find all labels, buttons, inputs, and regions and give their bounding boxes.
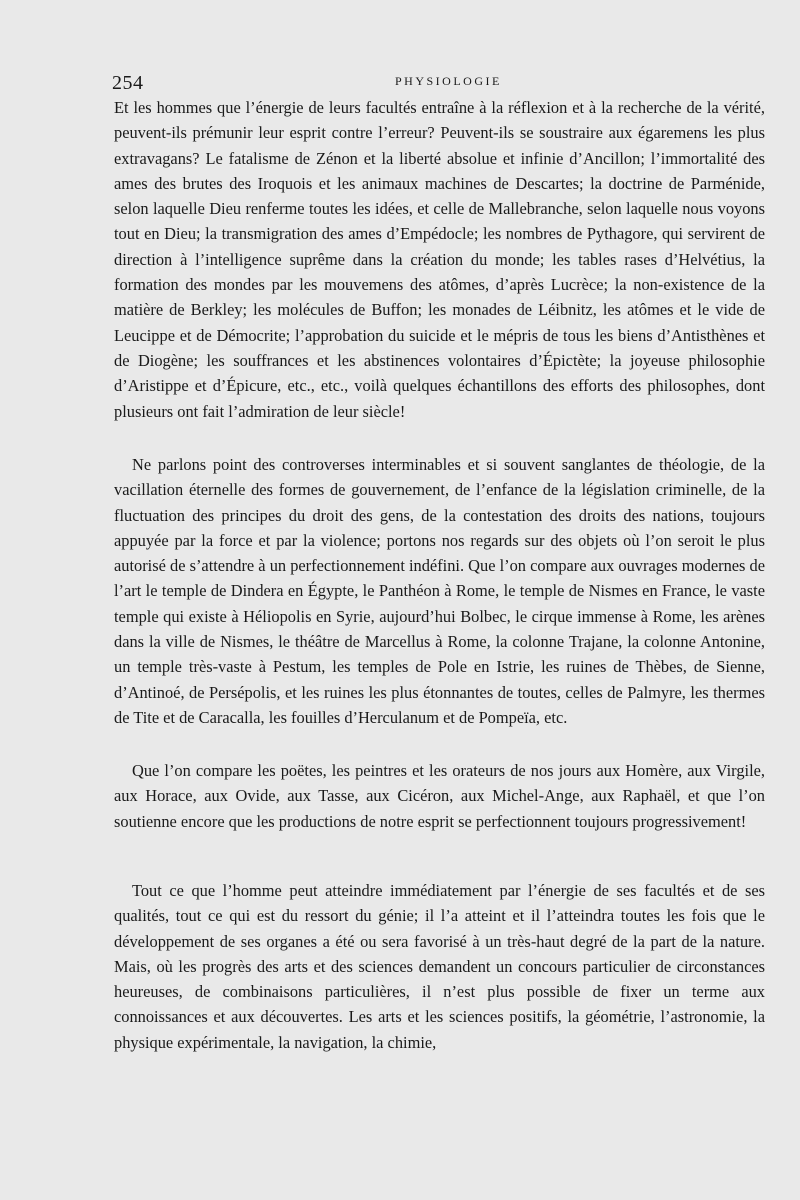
paragraph-monuments: Ne parlons point des controverses interminables et si souvent sanglantes de théologie, de la vacillation éternelle des formes de gouvernement, de l’enfance de la législation criminelle, de la fluctuation des principes du droit des gens, de la contestation des droits des nations, toujours appuyée par la force et par la violence; portons nos regards sur des objets où l’on seroit le plus autorisé de s’attendre à un perfectionnement indéfini. Que l’on compare aux ouvrages modernes de l’art le temple de Dindera en Égypte, le Panthéon à Rome, le temple de Nismes en France, le vaste temple qui existe à Héliopolis en Syrie, aujourd’hui Bolbec, le cirque immense à Rome, les arènes dans la ville de Nismes, le théâtre de Marcellus à Rome, la colonne Trajane, la colonne Antonine, un temple très-vaste à Pestum, les temples de Pole en Istrie, les ruines de Thèbes, de Sienne, d’Antinoé, de Persépolis, et les ruines les plus étonnantes de toutes, celles de Palmyre, les thermes de Tite et de Caracalla, les fouilles d’Herculanum et de Pompeïa, etc. <box>114 455 765 727</box>
running-head: PHYSIOLOGIE <box>395 74 502 88</box>
paragraph-genius: Tout ce que l’homme peut atteindre immédiatement par l’énergie de ses facultés et de ses qualités, tout ce qui est du ressort du génie; il l’a atteint et il l’atteindra toutes les fois que le développement de ses organes a été ou sera favorisé à un très-haut degré de la part de la nature. Mais, où les progrès des arts et des sciences demandent un concours particulier de circonstances heureuses, de combinaisons particulières, il n’est plus possible de fixer un terme aux connoissances et aux découvertes. Les arts et les sciences positifs, la géométrie, l’astronomie, la physique expérimentale, la navigation, la chimie, <box>114 881 765 1052</box>
paragraph-philosophers: Et les hommes que l’énergie de leurs facultés entraîne à la réflexion et à la recherche de la vérité, peuvent-ils prémunir leur esprit contre l’erreur? Peuvent-ils se soustraire aux égaremens les plus extravagans? Le fatalisme de Zénon et la liberté absolue et infinie d’Ancillon; l’immortalité des ames des brutes des Iroquois et les animaux machines de Descartes; la doctrine de Parménide, selon laquelle Dieu renferme toutes les idées, et celle de Mallebranche, selon laquelle nous voyons tout en Dieu; la transmigration des ames d’Empédocle; les nombres de Pythagore, qui servirent de direction à l’intelligence suprême dans la création du monde; les tables rases d’Helvétius, la formation des mondes par les mouvemens des atômes, d’après Lucrèce; la non-existence de la matière de Berkley; les molécules de Buffon; les monades de Léibnitz, les atômes et le vide de Leucippe et de Démocrite; l’approbation du suicide et le mépris de tous les biens d’Antisthènes et de Diogène; les souffrances et les abstinences volontaires d’Épictète; la joyeuse philosophie d’Aristippe et d’Épicure, etc., etc., voilà quelques échantillons des efforts des philosophes, dont plusieurs ont fait l’admiration de leur siècle! <box>114 98 765 421</box>
page-number: 254 <box>112 72 144 94</box>
paragraph-artists: Que l’on compare les poëtes, les peintres et les orateurs de nos jours aux Homère, aux Virgile, aux Horace, aux Ovide, aux Tasse, aux Cicéron, aux Michel-Ange, aux Raphaël, et que l’on soutienne encore que les productions de notre esprit se perfectionnent toujours progressivement! <box>114 761 765 831</box>
